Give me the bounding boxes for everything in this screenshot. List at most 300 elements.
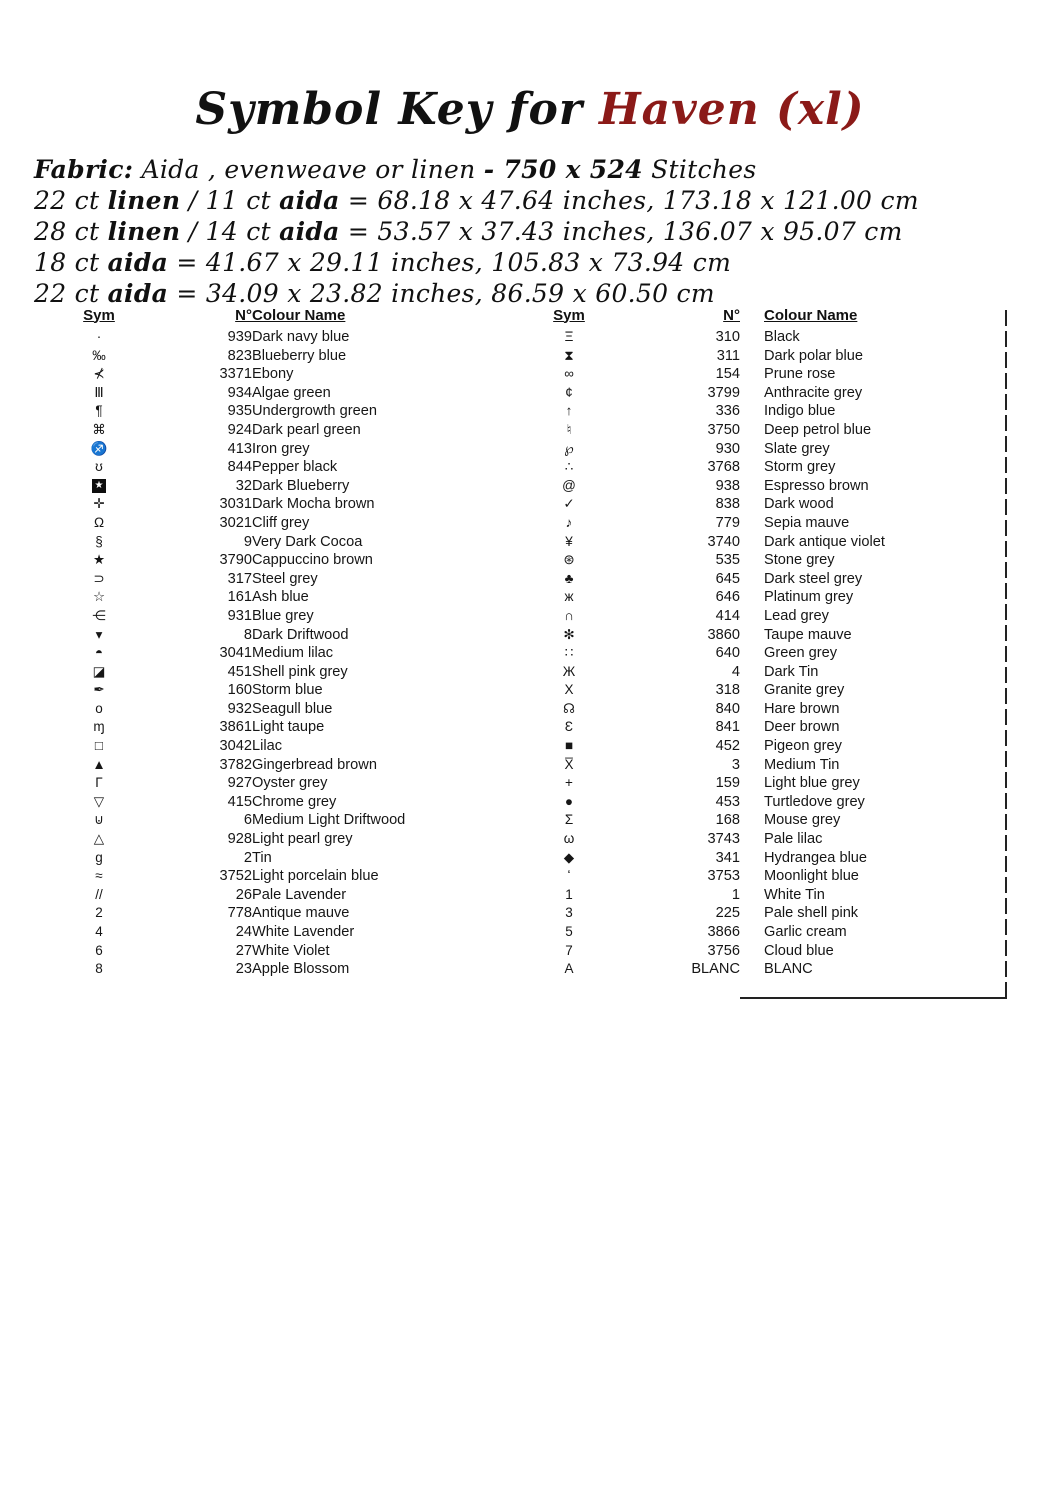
- key-row: [58, 402, 484, 421]
- symbol-cell: [58, 718, 140, 737]
- fabric-text: - 750 x 524: [483, 155, 643, 184]
- key-row: [528, 588, 1009, 607]
- key-row: [58, 644, 484, 663]
- symbol-cell: [58, 663, 140, 682]
- symbol-glyph: ж: [564, 589, 574, 605]
- symbol-cell: [528, 681, 610, 700]
- key-row: [58, 551, 484, 570]
- key-row: [58, 904, 484, 923]
- colour-name-cell: Prune rose: [764, 366, 836, 383]
- colour-name-cell: Deer brown: [764, 719, 840, 736]
- fabric-line: [34, 247, 1024, 278]
- colour-name-cell: Ash blue: [252, 589, 309, 606]
- colour-name-cell: Algae green: [252, 384, 331, 401]
- floss-number-cell: 3799: [707, 384, 740, 401]
- colour-name-cell: Dark Mocha brown: [252, 496, 375, 513]
- floss-number-cell: 3042: [219, 738, 252, 755]
- symbol-cell: [58, 737, 140, 756]
- key-row: [528, 421, 1009, 440]
- fabric-text: linen: [107, 217, 181, 246]
- symbol-glyph: §: [95, 533, 103, 549]
- key-row: [58, 737, 484, 756]
- symbol-glyph: △: [93, 831, 105, 847]
- table-header: [528, 306, 1009, 328]
- symbol-cell: [58, 551, 140, 570]
- symbol-cell: [528, 607, 610, 626]
- symbol-glyph: ✓: [563, 496, 575, 512]
- floss-number-cell: 161: [227, 589, 252, 606]
- colour-name-cell: Garlic cream: [764, 924, 847, 940]
- fabric-text: / 14 ct: [180, 217, 280, 246]
- colour-name-cell: Dark wood: [764, 496, 834, 513]
- symbol-cell: [528, 737, 610, 756]
- floss-number-cell: 154: [715, 366, 740, 383]
- symbol-cell: [528, 942, 610, 961]
- colour-name-cell: Storm grey: [764, 459, 836, 476]
- key-row: [528, 960, 1009, 979]
- colour-name-cell: Green grey: [764, 645, 838, 662]
- key-row: [58, 458, 484, 477]
- symbol-glyph: 7: [565, 942, 573, 958]
- floss-number-cell: 3861: [219, 719, 252, 736]
- symbol-cell: [58, 588, 140, 607]
- symbol-cell: [528, 756, 610, 775]
- symbol-cell: [58, 756, 140, 775]
- table-body-left: [58, 328, 484, 979]
- colour-name-cell: Apple Blossom: [252, 961, 350, 978]
- floss-number-cell: 3860: [707, 626, 740, 643]
- symbol-glyph: ¶: [95, 403, 103, 419]
- symbol-cell: [528, 384, 610, 403]
- symbol-cell: [58, 477, 140, 496]
- floss-number-cell: 413: [227, 440, 252, 457]
- floss-number-cell: BLANC: [691, 961, 740, 978]
- symbol-glyph: Ɛ: [564, 719, 574, 735]
- key-row: [58, 960, 484, 979]
- colour-name-cell: Steel grey: [252, 570, 318, 587]
- colour-name-cell: White Violet: [252, 942, 330, 959]
- symbol-key-table-right: [528, 306, 1009, 979]
- key-row: [58, 607, 484, 626]
- column-header-number: N°: [235, 306, 252, 324]
- colour-name-cell: Tin: [252, 849, 272, 866]
- colour-name-cell: Indigo blue: [764, 403, 836, 420]
- symbol-cell: [58, 774, 140, 793]
- symbol-glyph: ✻: [563, 626, 575, 642]
- key-row: [58, 774, 484, 793]
- key-row: [528, 774, 1009, 793]
- floss-number-cell: 927: [227, 775, 252, 792]
- floss-number-cell: 27: [235, 942, 252, 959]
- symbol-glyph: ✒: [93, 682, 105, 698]
- symbol-cell: [58, 440, 140, 459]
- key-row: [528, 830, 1009, 849]
- symbol-cell: [528, 663, 610, 682]
- floss-number-cell: 3: [731, 756, 740, 773]
- symbol-cell: [528, 700, 610, 719]
- key-row: [528, 867, 1009, 886]
- key-box-bottom-border: [740, 997, 1007, 999]
- colour-name-cell: Dark Blueberry: [252, 477, 350, 494]
- fabric-text: Fabric:: [34, 155, 134, 184]
- fabric-text: aida: [279, 186, 340, 215]
- colour-name-cell: Turtledove grey: [764, 793, 865, 810]
- floss-number-cell: 934: [227, 384, 252, 401]
- symbol-glyph: o: [95, 700, 103, 716]
- floss-number-cell: 453: [715, 793, 740, 810]
- symbol-glyph: ≈: [95, 868, 103, 884]
- symbol-glyph: 6: [95, 942, 103, 958]
- symbol-cell: [58, 347, 140, 366]
- colour-name-cell: Anthracite grey: [764, 384, 863, 401]
- symbol-cell: [528, 774, 610, 793]
- fabric-text: Stitches: [642, 155, 757, 184]
- floss-number-cell: 840: [715, 700, 740, 717]
- title-pattern-name: Haven (xl): [599, 84, 865, 135]
- symbol-glyph: Ж: [562, 663, 576, 679]
- key-row: [58, 514, 484, 533]
- symbol-cell: [58, 830, 140, 849]
- floss-number-cell: 451: [227, 663, 252, 680]
- floss-number-cell: 3371: [219, 366, 252, 383]
- symbol-cell: [58, 626, 140, 645]
- floss-number-cell: 931: [227, 607, 252, 624]
- header-row: [528, 306, 1009, 328]
- colour-name-cell: Antique mauve: [252, 905, 350, 922]
- floss-number-cell: 646: [715, 589, 740, 606]
- colour-name-cell: White Lavender: [252, 924, 355, 940]
- symbol-glyph: Ω: [93, 514, 105, 530]
- key-row: [528, 700, 1009, 719]
- colour-name-cell: Seagull blue: [252, 700, 333, 717]
- floss-number-cell: 3021: [219, 514, 252, 531]
- symbol-glyph: ◓: [94, 645, 104, 661]
- floss-number-cell: 311: [716, 347, 740, 364]
- symbol-cell: [58, 644, 140, 663]
- symbol-glyph: ◆: [563, 849, 575, 865]
- symbol-glyph: X̅: [564, 756, 574, 772]
- symbol-glyph: 5: [565, 924, 573, 939]
- colour-name-cell: Gingerbread brown: [252, 756, 377, 773]
- floss-number-cell: 6: [243, 812, 252, 829]
- symbol-cell: [58, 421, 140, 440]
- colour-name-cell: Light porcelain blue: [252, 868, 379, 885]
- symbol-glyph: ʻ: [567, 868, 571, 884]
- key-row: [58, 588, 484, 607]
- symbol-cell: [528, 793, 610, 812]
- symbol-cell: [528, 458, 610, 477]
- key-row: [58, 886, 484, 905]
- key-row: [528, 365, 1009, 384]
- symbol-glyph: g: [95, 849, 103, 865]
- symbol-glyph: 2: [95, 905, 103, 921]
- symbol-cell: [58, 365, 140, 384]
- key-row: [528, 904, 1009, 923]
- symbol-cell: [58, 384, 140, 403]
- symbol-cell: [528, 849, 610, 868]
- fabric-line: [34, 185, 1024, 216]
- symbol-glyph: ⌘: [92, 421, 106, 437]
- symbol-glyph: Σ: [564, 812, 574, 828]
- key-row: [528, 607, 1009, 626]
- key-row: [58, 663, 484, 682]
- floss-number-cell: 336: [715, 403, 740, 420]
- symbol-cell: [58, 402, 140, 421]
- symbol-cell: [58, 458, 140, 477]
- floss-number-cell: 452: [715, 738, 740, 755]
- symbol-glyph: ·: [96, 329, 102, 344]
- colour-name-cell: Oyster grey: [252, 775, 328, 792]
- key-row: [58, 718, 484, 737]
- floss-number-cell: 24: [235, 924, 252, 940]
- symbol-cell: [528, 402, 610, 421]
- fabric-text: aida: [279, 217, 340, 246]
- key-row: [528, 811, 1009, 830]
- key-row: [58, 570, 484, 589]
- table-body-right: [528, 328, 1009, 979]
- colour-name-cell: Dark steel grey: [764, 570, 863, 587]
- key-row: [58, 867, 484, 886]
- symbol-glyph: 8: [95, 961, 103, 977]
- floss-number-cell: 938: [715, 477, 740, 494]
- colour-name-cell: Chrome grey: [252, 793, 337, 810]
- colour-name-cell: Mouse grey: [764, 812, 841, 829]
- title-prefix: Symbol Key for: [195, 84, 584, 135]
- colour-name-cell: Stone grey: [764, 552, 835, 569]
- floss-number-cell: 317: [227, 570, 252, 587]
- floss-number-cell: 160: [227, 682, 252, 699]
- symbol-cell: [528, 328, 610, 347]
- key-row: [58, 681, 484, 700]
- key-row: [528, 644, 1009, 663]
- floss-number-cell: 225: [715, 905, 740, 922]
- floss-number-cell: 9: [243, 533, 252, 550]
- symbol-cell: [528, 514, 610, 533]
- colour-name-cell: Very Dark Cocoa: [252, 533, 363, 550]
- key-row: [528, 514, 1009, 533]
- symbol-cell: [528, 960, 610, 979]
- colour-name-cell: Hydrangea blue: [764, 849, 868, 866]
- floss-number-cell: 341: [715, 849, 740, 866]
- symbol-glyph: ∞: [564, 366, 574, 382]
- symbol-glyph: ⧗: [564, 347, 574, 363]
- key-row: [58, 830, 484, 849]
- floss-number-cell: 640: [715, 645, 740, 662]
- colour-name-cell: Light blue grey: [764, 775, 860, 792]
- key-row: [528, 402, 1009, 421]
- symbol-cell: [528, 718, 610, 737]
- colour-name-cell: Espresso brown: [764, 477, 869, 494]
- floss-number-cell: 924: [227, 421, 252, 438]
- page-title: [0, 84, 1060, 135]
- key-row: [58, 793, 484, 812]
- symbol-cell: [58, 570, 140, 589]
- key-row: [58, 495, 484, 514]
- symbol-glyph: +: [565, 775, 573, 791]
- colour-name-cell: Moonlight blue: [764, 868, 859, 885]
- symbol-glyph: ♪: [565, 514, 573, 530]
- floss-number-cell: 3866: [707, 924, 740, 940]
- key-row: [58, 365, 484, 384]
- floss-number-cell: 3031: [219, 496, 252, 513]
- symbol-key-table-left: [58, 306, 484, 979]
- column-header-colour-name: Colour Name: [764, 306, 858, 324]
- symbol-cell: [528, 886, 610, 905]
- colour-name-cell: Medium Light Driftwood: [252, 812, 406, 829]
- floss-number-cell: 3740: [707, 533, 740, 550]
- symbol-glyph: ∷: [564, 645, 574, 661]
- key-row: [58, 700, 484, 719]
- floss-number-cell: 3790: [219, 552, 252, 569]
- symbol-glyph: 1: [565, 886, 573, 902]
- symbol-glyph: ℘: [564, 440, 574, 456]
- symbol-cell: [58, 960, 140, 979]
- key-row: [528, 793, 1009, 812]
- colour-name-cell: Cappuccino brown: [252, 552, 373, 569]
- key-row: [528, 718, 1009, 737]
- key-row: [58, 942, 484, 961]
- symbol-glyph: ⊃: [93, 570, 105, 586]
- key-row: [528, 570, 1009, 589]
- colour-name-cell: Pepper black: [252, 459, 338, 476]
- key-row: [528, 440, 1009, 459]
- symbol-cell: [58, 700, 140, 719]
- symbol-glyph: 4: [95, 924, 103, 939]
- floss-number-cell: 939: [227, 329, 252, 345]
- symbol-glyph: ■: [564, 738, 574, 754]
- symbol-cell: [58, 495, 140, 514]
- symbol-cell: [528, 365, 610, 384]
- fabric-text: = 34.09 x 23.82 inches, 86.59 x 60.50 cm: [168, 279, 715, 308]
- key-row: [528, 849, 1009, 868]
- key-row: [58, 440, 484, 459]
- floss-number-cell: 778: [227, 905, 252, 922]
- colour-name-cell: Pale Lavender: [252, 886, 347, 903]
- colour-name-cell: Undergrowth green: [252, 403, 377, 420]
- symbol-glyph: ¥: [565, 533, 573, 549]
- fabric-text: linen: [107, 186, 181, 215]
- floss-number-cell: 310: [715, 329, 740, 345]
- symbol-cell: [528, 347, 610, 366]
- colour-name-cell: Hare brown: [764, 700, 840, 717]
- floss-number-cell: 935: [227, 403, 252, 420]
- colour-name-cell: Dark Tin: [764, 663, 819, 680]
- symbol-glyph: ♐: [90, 440, 108, 456]
- key-row: [58, 421, 484, 440]
- key-row: [58, 347, 484, 366]
- fabric-line: [34, 278, 1024, 309]
- floss-number-cell: 779: [715, 514, 740, 531]
- symbol-cell: [528, 644, 610, 663]
- colour-name-cell: Ebony: [252, 366, 294, 383]
- key-row: [58, 533, 484, 552]
- symbol-cell: [528, 588, 610, 607]
- key-row: [58, 328, 484, 347]
- floss-number-cell: 3782: [219, 756, 252, 773]
- floss-number-cell: 159: [715, 775, 740, 792]
- header-row: [58, 306, 484, 328]
- symbol-cell: [58, 886, 140, 905]
- floss-number-cell: 823: [227, 347, 252, 364]
- column-header-sym: Sym: [553, 306, 585, 324]
- key-row: [528, 737, 1009, 756]
- symbol-glyph: ⊀: [93, 366, 105, 382]
- floss-number-cell: 26: [235, 886, 252, 903]
- symbol-glyph: Ξ: [564, 329, 574, 344]
- symbol-cell: [528, 533, 610, 552]
- symbol-glyph: ⋲: [92, 607, 106, 623]
- symbol-cell: [58, 867, 140, 886]
- key-row: [528, 942, 1009, 961]
- key-row: [528, 495, 1009, 514]
- symbol-cell: [528, 495, 610, 514]
- colour-name-cell: Iron grey: [252, 440, 310, 457]
- fabric-line: [34, 216, 1024, 247]
- symbol-glyph: ʊ: [95, 459, 103, 475]
- key-row: [528, 626, 1009, 645]
- colour-name-cell: Dark polar blue: [764, 347, 863, 364]
- colour-name-cell: Pigeon grey: [764, 738, 842, 755]
- floss-number-cell: 1: [731, 886, 740, 903]
- floss-number-cell: 841: [715, 719, 740, 736]
- symbol-glyph: 3: [565, 905, 573, 921]
- column-header-sym: Sym: [83, 306, 115, 324]
- floss-number-cell: 928: [227, 831, 252, 848]
- key-row: [58, 477, 484, 496]
- key-row: [528, 328, 1009, 347]
- symbol-glyph: ¢: [565, 384, 573, 400]
- symbol-cell: [528, 830, 610, 849]
- symbol-glyph: Γ: [95, 775, 103, 791]
- floss-number-cell: 318: [715, 682, 740, 699]
- colour-name-cell: Storm blue: [252, 682, 323, 699]
- colour-name-cell: Medium lilac: [252, 645, 334, 662]
- fabric-line: [34, 154, 1024, 185]
- symbol-glyph: ▾: [95, 626, 103, 642]
- floss-number-cell: 3750: [707, 421, 740, 438]
- symbol-cell: [528, 626, 610, 645]
- colour-name-cell: Lilac: [252, 738, 283, 755]
- colour-name-cell: Sepia mauve: [764, 514, 850, 531]
- symbol-cell: [528, 477, 610, 496]
- colour-name-cell: Slate grey: [764, 440, 830, 457]
- colour-name-cell: Blueberry blue: [252, 347, 347, 364]
- floss-number-cell: 838: [715, 496, 740, 513]
- symbol-cell: [528, 904, 610, 923]
- key-row: [528, 923, 1009, 942]
- colour-name-cell: Lead grey: [764, 607, 829, 624]
- floss-number-cell: 8: [243, 626, 252, 643]
- symbol-cell: [58, 849, 140, 868]
- colour-name-cell: Pale shell pink: [764, 905, 859, 922]
- symbol-cell: [528, 570, 610, 589]
- key-row: [528, 533, 1009, 552]
- floss-number-cell: 3756: [707, 942, 740, 959]
- symbol-cell: [528, 923, 610, 942]
- column-header-colour-name: Colour Name: [252, 306, 346, 324]
- symbol-cell: [58, 607, 140, 626]
- symbol-glyph: ‰: [92, 347, 106, 363]
- symbol-glyph: ♮: [566, 421, 572, 437]
- symbol-cell: [58, 942, 140, 961]
- colour-name-cell: Platinum grey: [764, 589, 854, 606]
- symbol-glyph: ⊍: [94, 812, 104, 828]
- floss-number-cell: 932: [227, 700, 252, 717]
- floss-number-cell: 844: [227, 459, 252, 476]
- fabric-text: 22 ct: [34, 186, 108, 215]
- colour-name-cell: Granite grey: [764, 682, 845, 699]
- key-row: [528, 477, 1009, 496]
